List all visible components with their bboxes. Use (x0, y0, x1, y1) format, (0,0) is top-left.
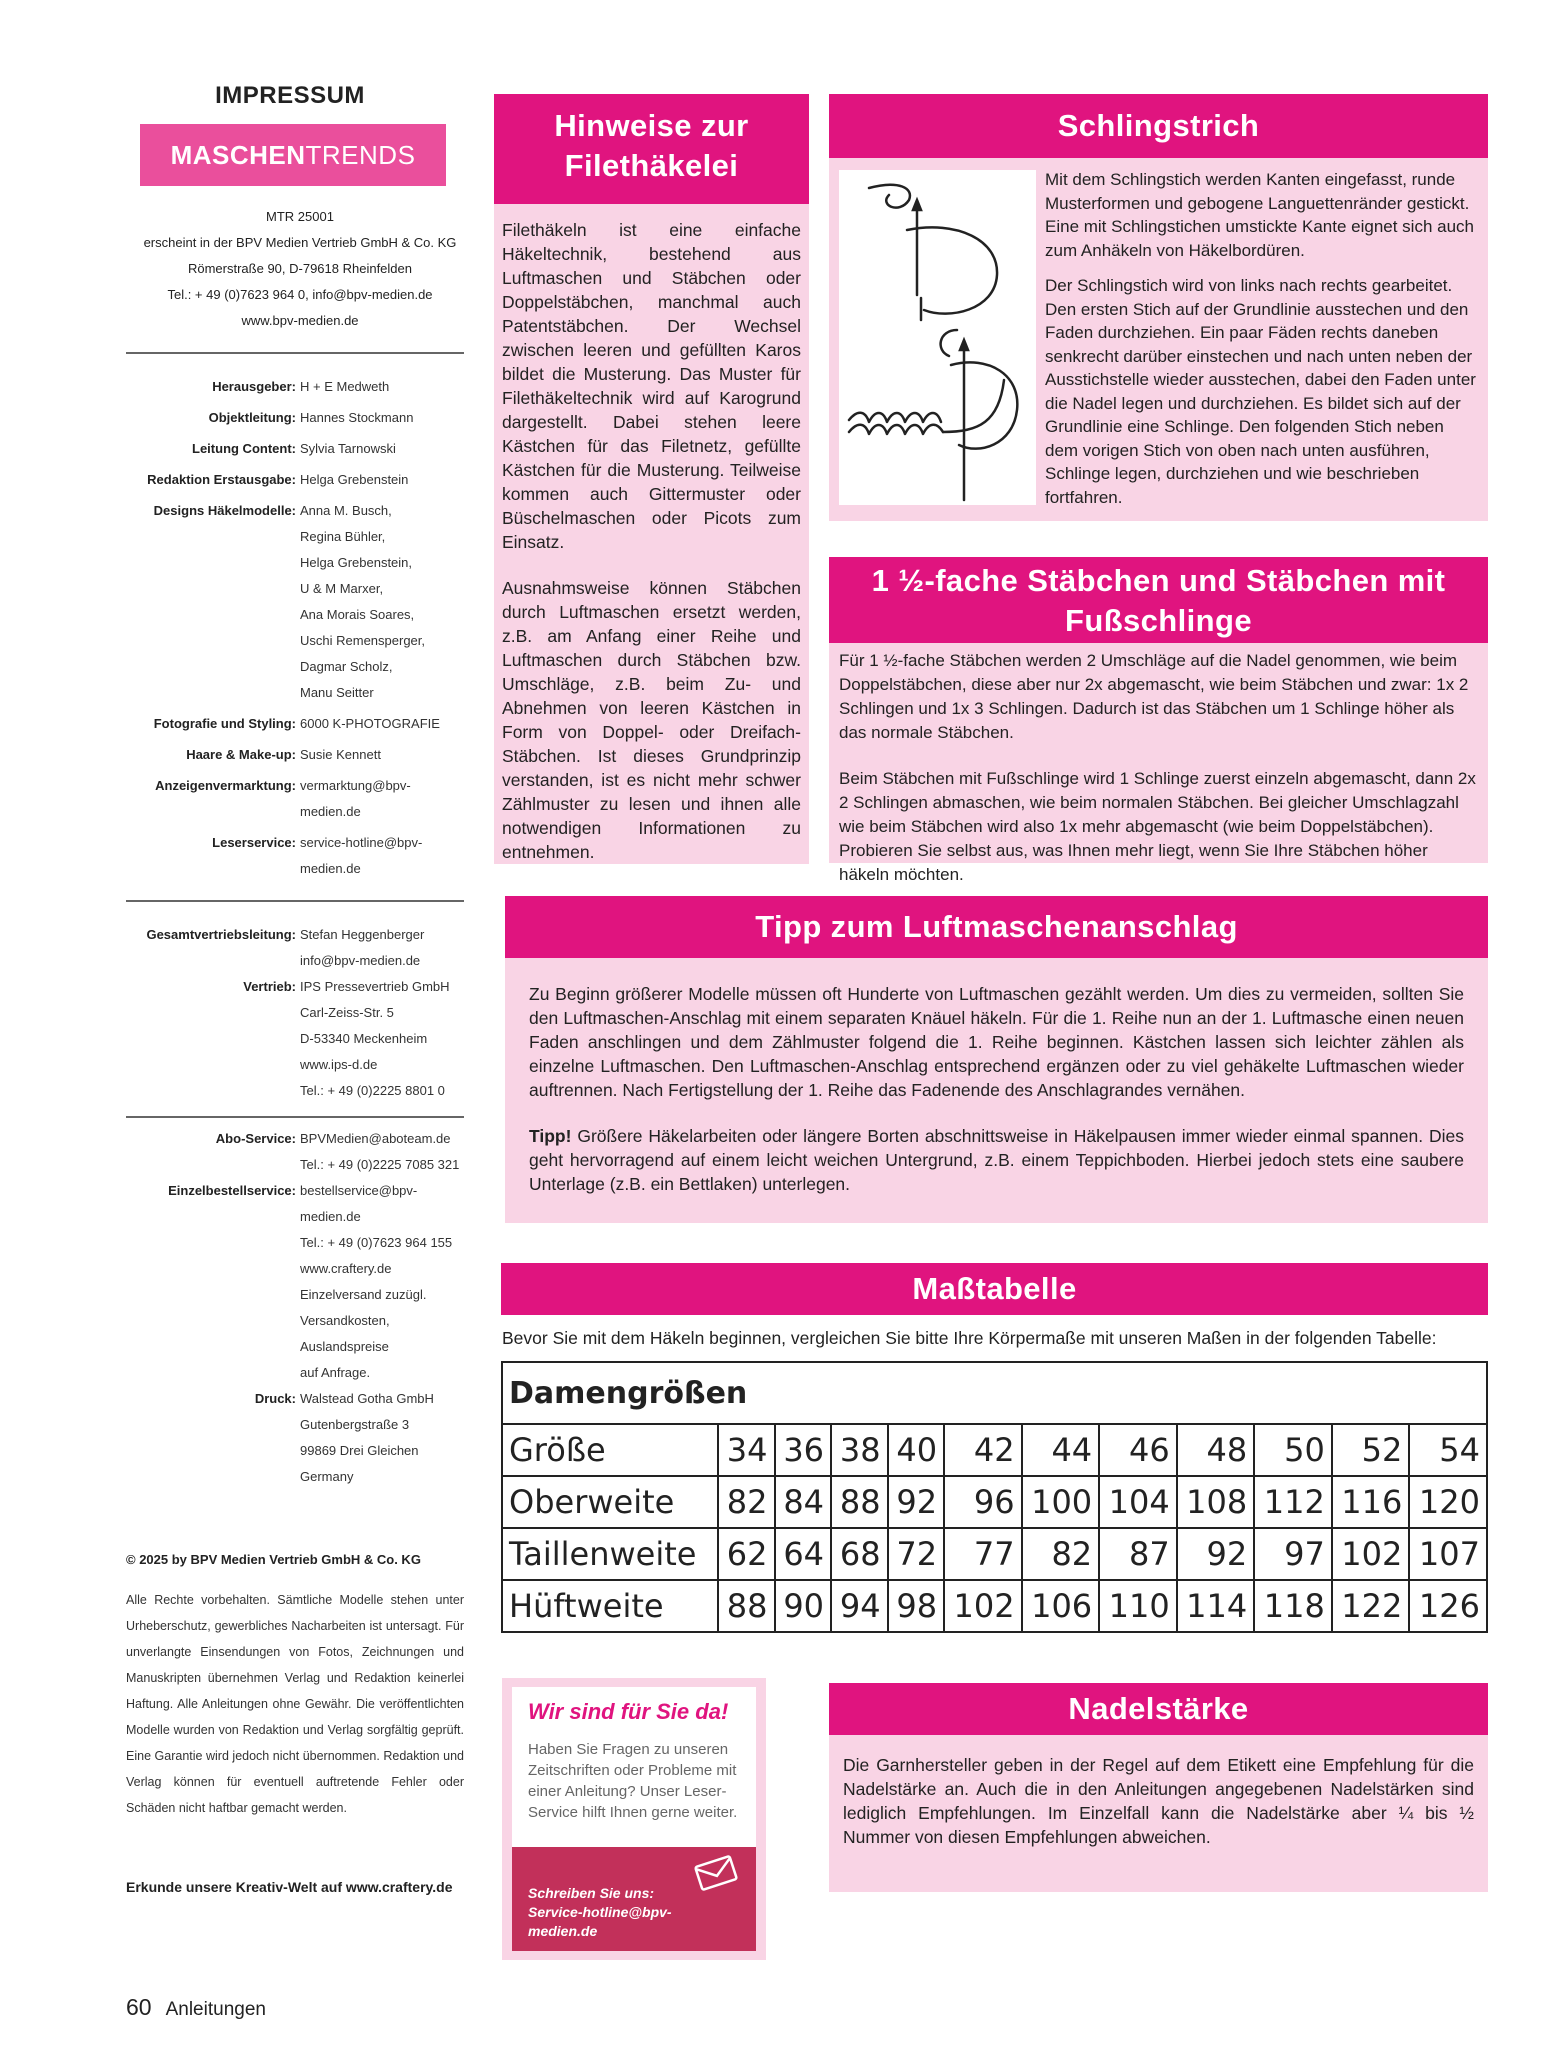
brand-logo-bold: MASCHEN (170, 139, 306, 170)
tipp-heading: Tipp zum Luftmaschenanschlag (505, 896, 1488, 958)
schlingstrich-paragraph-1: Mit dem Schlingstich werden Kanten eingefasst, runde Musterformen und gebogene Languettenränder gestickt. Eine mit Schlingstichen umstickte Kante eignet sich auch zum Anhäkeln von Häkelbordüren. (1045, 170, 1475, 260)
imprint-value (300, 467, 464, 493)
imprint-value (300, 742, 464, 768)
table-cell: 54 (1409, 1424, 1487, 1476)
imprint-value-line: D-53340 Meckenheim (300, 1031, 428, 1046)
contact-line: erscheint in der BPV Medien Vertrieb GmbH & Co. KG (143, 235, 457, 250)
table-cell: 114 (1177, 1580, 1255, 1632)
imprint-value (300, 711, 464, 737)
size-table (501, 1361, 1488, 1633)
brand-logo-light: TRENDS (305, 139, 416, 170)
schlingstrich-paragraph-2: Der Schlingstich wird von links nach rechts gearbeitet. Den ersten Stich auf der Grundlinie ausstechen und den Faden durchziehen. Ein paar Fäden rechts daneben senkrecht darüber einstechen und nach unten neben der Ausstichstelle wieder ausstechen, dabei den Faden unter die Nadel legen und durchziehen. Es bildet sich auf der Grundlinie eine Schlinge. Den folgenden Stich neben dem vorigen Stich von oben nach unten ausführen, Schlinge legen, durchziehen und wie beschrieben fortfahren. (1045, 276, 1476, 507)
imprint-value-line: Susie Kennett (300, 747, 381, 762)
table-cell: 126 (1409, 1580, 1487, 1632)
table-cell: 102 (1332, 1528, 1410, 1580)
filet-paragraph-2: Ausnahmsweise können Stäbchen durch Luftmaschen ersetzt werden, z.B. am Anfang einer Reihe und Luftmaschen durch Stäbchen bzw. Umschläge, z.B. beim Zu- und Abnehmen von leeren Kästchen in Form von Doppel- oder Dreifach-Stäbchen. Ist dieses Grundprinzip verstanden, ist es nicht mehr schwer Zählmuster zu lesen und ihnen alle notwendigen Informationen zu entnehmen. (502, 578, 801, 862)
imprint-label: Haare & Make-up: (186, 747, 296, 762)
table-cell: 77 (944, 1528, 1022, 1580)
filet-heading: Hinweise zur Filethäkelei (494, 94, 809, 204)
imprint-value (300, 1126, 464, 1178)
table-row-label: Größe (502, 1424, 718, 1476)
tipp-box (505, 896, 1488, 1223)
distribution-list (126, 922, 464, 1104)
imprint-value-line: Versandkosten, Auslandspreise (300, 1313, 390, 1354)
table-cell: 110 (1099, 1580, 1177, 1632)
imprint-value (300, 405, 464, 431)
table-cell: 46 (1099, 1424, 1177, 1476)
table-cell: 104 (1099, 1476, 1177, 1528)
table-cell: 90 (775, 1580, 832, 1632)
impressum-title: IMPRESSUM (215, 82, 365, 109)
brand-logo (140, 124, 446, 186)
imprint-value-line: Anna M. Busch, (300, 503, 392, 518)
table-cell: 64 (775, 1528, 832, 1580)
table-cell: 40 (888, 1424, 945, 1476)
filet-box (494, 94, 809, 864)
size-table-caption-row (502, 1362, 1487, 1424)
table-cell: 36 (775, 1424, 832, 1476)
table-cell: 68 (831, 1528, 888, 1580)
imprint-value-line: Helga Grebenstein, (300, 555, 413, 570)
imprint-value-line: Manu Seitter (300, 685, 374, 700)
table-cell: 96 (944, 1476, 1022, 1528)
imprint-value-line: U & M Marxer, (300, 581, 384, 596)
imprint-value-line: Einzelversand zuzügl. (300, 1287, 427, 1302)
copyright: © 2025 by BPV Medien Vertrieb GmbH & Co. KG (126, 1552, 421, 1567)
table-cell: 120 (1409, 1476, 1487, 1528)
imprint-value-line: Dagmar Scholz, (300, 659, 393, 674)
imprint-value-line: bestellservice@bpv-medien.de (300, 1183, 418, 1224)
tipp-paragraph-1: Zu Beginn größerer Modelle müssen oft Hunderte von Luftmaschen gezählt werden. Um dies zu vermeiden, sollten Sie den Luftmaschen-Anschlag mit einem separaten Knäuel häkeln. Für die 1. Reihe nun an der 1. Luftmasche einen neuen Faden anschlingen und dem Zählmuster folgend die 1. Reihe beginnen. Kästchen lassen sich leichter zählen als einzelne Luftmaschen. Den Luftmaschen-Anschlag entsprechend ergänzen oder zu viel gehäkelte Luftmaschen wieder auftrennen. Nach Fertigstellung der 1. Reihe das Fadenende des Anschlagrandes vernähen. (529, 984, 1464, 1100)
publisher-contact (136, 204, 464, 334)
imprint-value-line: Uschi Remensperger, (300, 633, 425, 648)
imprint-value-line: www.ips-d.de (300, 1057, 378, 1072)
table-cell: 52 (1332, 1424, 1410, 1476)
divider (126, 1116, 464, 1118)
imprint-value-line: Germany (300, 1469, 354, 1484)
imprint-label: Redaktion Erstausgabe: (147, 472, 296, 487)
imprint-value (300, 1386, 464, 1490)
table-cell: 38 (831, 1424, 888, 1476)
table-cell: 102 (944, 1580, 1022, 1632)
table-cell: 87 (1099, 1528, 1177, 1580)
nadelstaerke-heading: Nadelstärke (829, 1683, 1488, 1735)
table-cell: 42 (944, 1424, 1022, 1476)
imprint-value-line: BPVMedien@aboteam.de (300, 1131, 451, 1146)
table-row (502, 1528, 1487, 1580)
table-cell: 92 (888, 1476, 945, 1528)
imprint-value-line: IPS Pressevertrieb GmbH (300, 979, 450, 994)
table-cell: 44 (1022, 1424, 1100, 1476)
imprint-label: Gesamtvertriebsleitung: (146, 927, 296, 942)
imprint-value (300, 974, 464, 1104)
table-cell: 122 (1332, 1580, 1410, 1632)
staebchen-heading: 1 ½-fache Stäbchen und Stäbchen mit Fußschlinge (829, 557, 1488, 643)
table-cell: 50 (1254, 1424, 1332, 1476)
explore-link-text[interactable]: Erkunde unsere Kreativ-Welt auf www.craftery.de (126, 1879, 453, 1895)
table-cell: 106 (1022, 1580, 1100, 1632)
imprint-value (300, 922, 464, 974)
contact-line: Tel.: + 49 (0)7623 964 0, info@bpv-medien.de (167, 287, 433, 302)
imprint-label: Druck: (254, 1391, 296, 1406)
imprint-value-line: Hannes Stockmann (300, 410, 414, 425)
imprint-label: Anzeigenvermarktung: (155, 778, 296, 793)
service-list (126, 1126, 464, 1490)
table-cell: 107 (1409, 1528, 1487, 1580)
legal-notice: Alle Rechte vorbehalten. Sämtliche Modelle stehen unter Urheberschutz, gewerbliches Nacharbeiten ist untersagt. Für unverlangte Einsendungen von Fotos, Zeichnungen und Manuskripten übernehmen Verlag und Redaktion keinerlei Haftung. Alle Anleitungen ohne Gewähr. Die veröffentlichten Modelle wurden von Redaktion und Verlag sorgfältig geprüft. Eine Garantie wird jedoch nicht übernommen. Redaktion und Verlag können für eventuell auftretende Fehler oder Schäden nicht haftbar gemacht werden. (126, 1593, 464, 1815)
table-cell: 116 (1332, 1476, 1410, 1528)
service-box (502, 1678, 766, 1960)
masstabelle-header (501, 1263, 1488, 1315)
imprint-value-line: info@bpv-medien.de (300, 953, 421, 968)
imprint-label: Einzelbestellservice: (168, 1183, 296, 1198)
divider (126, 352, 464, 354)
imprint-label: Fotografie und Styling: (153, 716, 296, 731)
page-footer (126, 1994, 266, 2021)
table-cell: 72 (888, 1528, 945, 1580)
page-number: 60 (126, 1994, 152, 2020)
tipp-label: Tipp! (529, 1126, 572, 1146)
table-cell: 62 (718, 1528, 775, 1580)
tipp-paragraph-2-text: Größere Häkelarbeiten oder längere Borten abschnittsweise in Häkelpausen immer wieder einmal spannen. Dies geht hervorragend auf einem leicht weichen Untergrund, z.B. einem Teppichboden. Hierbei jedoch stets eine saubere Unterlage (z.B. ein Bettlaken) unterlegen. (529, 1126, 1464, 1194)
section-name: Anleitungen (165, 1999, 266, 2020)
imprint-label: Objektleitung: (208, 410, 296, 425)
service-text: Haben Sie Fragen zu unseren Zeitschriften oder Probleme mit einer Anleitung? Unser Leser-Service hilft Ihnen gerne weiter. (528, 1741, 738, 1821)
table-row-label: Taillenweite (502, 1528, 718, 1580)
contact-line: Römerstraße 90, D-79618 Rheinfelden (187, 261, 412, 276)
table-cell: 92 (1177, 1528, 1255, 1580)
table-cell: 82 (1022, 1528, 1100, 1580)
table-cell: 94 (831, 1580, 888, 1632)
imprint-label: Designs Häkelmodelle: (153, 503, 296, 518)
imprint-value (300, 1178, 464, 1386)
imprint-label: Vertrieb: (243, 979, 296, 994)
imprint-value-line: Tel.: + 49 (0)2225 8801 0 (300, 1083, 445, 1098)
imprint-value-line: Sylvia Tarnowski (300, 441, 396, 456)
imprint-value (300, 436, 464, 462)
imprint-label: Leserservice: (212, 835, 296, 850)
imprint-value-line: 99869 Drei Gleichen (300, 1443, 419, 1458)
service-write-us[interactable]: Schreiben Sie uns: Service-hotline@bpv-medien.de (528, 1885, 672, 1939)
imprint-value-line: vermarktung@bpv-medien.de (300, 778, 411, 819)
contact-line: www.bpv-medien.de (241, 313, 359, 328)
imprint-value-line: Tel.: + 49 (0)2225 7085 321 (300, 1157, 460, 1172)
schlingstrich-heading: Schlingstrich (829, 94, 1488, 158)
stitch-illustration (839, 170, 1036, 505)
imprint-label: Leitung Content: (192, 441, 296, 456)
imprint-value-line: service-hotline@bpv-medien.de (300, 835, 423, 876)
imprint-value-line: Tel.: + 49 (0)7623 964 155 (300, 1235, 453, 1250)
imprint-value-line: Helga Grebenstein (300, 472, 409, 487)
imprint-label: Herausgeber: (212, 379, 296, 394)
mail-icon (694, 1855, 738, 1891)
service-title: Wir sind für Sie da! (528, 1699, 729, 1724)
table-cell: 82 (718, 1476, 775, 1528)
imprint-value-line: 6000 K-PHOTOGRAFIE (300, 716, 440, 731)
imprint-value-line: Carl-Zeiss-Str. 5 (300, 1005, 394, 1020)
filet-paragraph-1: Filethäkeln ist eine einfache Häkeltechnik, bestehend aus Luftmaschen und Stäbchen oder Doppelstäbchen, manchmal auch Patentstäbchen. Der Wechsel zwischen leeren und gefüllten Karos bildet die Musterung. Das Muster für Filethäkeltechnik wird auf Karogrund dargestellt. Dabei stehen leere Kästchen für das Filetnetz, gefüllte Kästchen für die Musterung. Teilweise kommen auch Gittermuster oder Büschelmaschen oder Picots zum Einsatz. (502, 220, 801, 552)
staebchen-paragraph-2: Beim Stäbchen mit Fußschlinge wird 1 Schlinge zuerst einzeln abgemascht, dann 2x 2 Schlingen abmaschen, wie beim normalen Stäbchen. Bei gleicher Umschlagzahl wie beim Stäbchen wird also 1x mehr abgemascht (wie beim Doppelstäbchen). Probieren Sie selbst aus, was Ihnen mehr liegt, wenn Sie Ihre Stäbchen höher häkeln möchten. (839, 769, 1476, 884)
imprint-value-line: www.craftery.de (300, 1261, 392, 1276)
table-row-label: Oberweite (502, 1476, 718, 1528)
imprint-value (300, 498, 464, 706)
table-row (502, 1424, 1487, 1476)
tipp-paragraph-2 (529, 1124, 1464, 1196)
table-row (502, 1580, 1487, 1632)
nadelstaerke-box (829, 1683, 1488, 1892)
contact-line: MTR 25001 (266, 209, 334, 224)
size-table-caption: Damengrößen (502, 1362, 1487, 1424)
table-cell: 48 (1177, 1424, 1255, 1476)
imprint-value-line: Regina Bühler, (300, 529, 386, 544)
table-cell: 97 (1254, 1528, 1332, 1580)
table-cell: 84 (775, 1476, 832, 1528)
staebchen-paragraph-1: Für 1 ½-fache Stäbchen werden 2 Umschläge auf die Nadel genommen, wie beim Doppelstäbchen, diese aber nur 2x abgemascht, wie beim Stäbchen und zwar: 1x 2 Schlingen und 1x 3 Schlingen. Dadurch ist das Stäbchen um 1 Schlinge höher als das normale Stäbchen. (839, 651, 1469, 742)
table-cell: 112 (1254, 1476, 1332, 1528)
impressum-column (126, 82, 464, 1895)
schlingstrich-box (829, 94, 1488, 521)
masstabelle-heading: Maßtabelle (501, 1263, 1488, 1315)
divider (126, 900, 464, 902)
staff-list (126, 374, 464, 882)
service-contact-panel (512, 1847, 756, 1951)
imprint-value-line: H + E Medweth (300, 379, 390, 394)
staebchen-box (829, 557, 1488, 884)
nadelstaerke-paragraph: Die Garnhersteller geben in der Regel auf dem Etikett eine Empfehlung für die Nadelstärke an. Auch die in den Anleitungen angegebenen Nadelstärken sind lediglich Empfehlungen. Im Einzelfall kann die Nadelstärke aber ¼ bis ½ Nummer von diesen Empfehlungen abweichen. (843, 1755, 1474, 1847)
table-cell: 34 (718, 1424, 775, 1476)
imprint-value-line: Ana Morais Soares, (300, 607, 415, 622)
imprint-value (300, 830, 464, 882)
imprint-value-line: auf Anfrage. (300, 1365, 371, 1380)
table-cell: 88 (718, 1580, 775, 1632)
imprint-value (300, 773, 464, 825)
imprint-value-line: Gutenbergstraße 3 (300, 1417, 410, 1432)
imprint-value (300, 374, 464, 400)
imprint-value-line: Stefan Heggenberger (300, 927, 425, 942)
table-cell: 88 (831, 1476, 888, 1528)
imprint-value-line: Walstead Gotha GmbH (300, 1391, 434, 1406)
table-row-label: Hüftweite (502, 1580, 718, 1632)
imprint-label: Abo-Service: (215, 1131, 296, 1146)
table-cell: 118 (1254, 1580, 1332, 1632)
masstabelle-intro: Bevor Sie mit dem Häkeln beginnen, vergleichen Sie bitte Ihre Körpermaße mit unseren Maßen in der folgenden Tabelle: (502, 1328, 1437, 1348)
table-cell: 98 (888, 1580, 945, 1632)
table-row (502, 1476, 1487, 1528)
table-cell: 100 (1022, 1476, 1100, 1528)
table-cell: 108 (1177, 1476, 1255, 1528)
blanket-stitch-drawing (839, 170, 1036, 505)
